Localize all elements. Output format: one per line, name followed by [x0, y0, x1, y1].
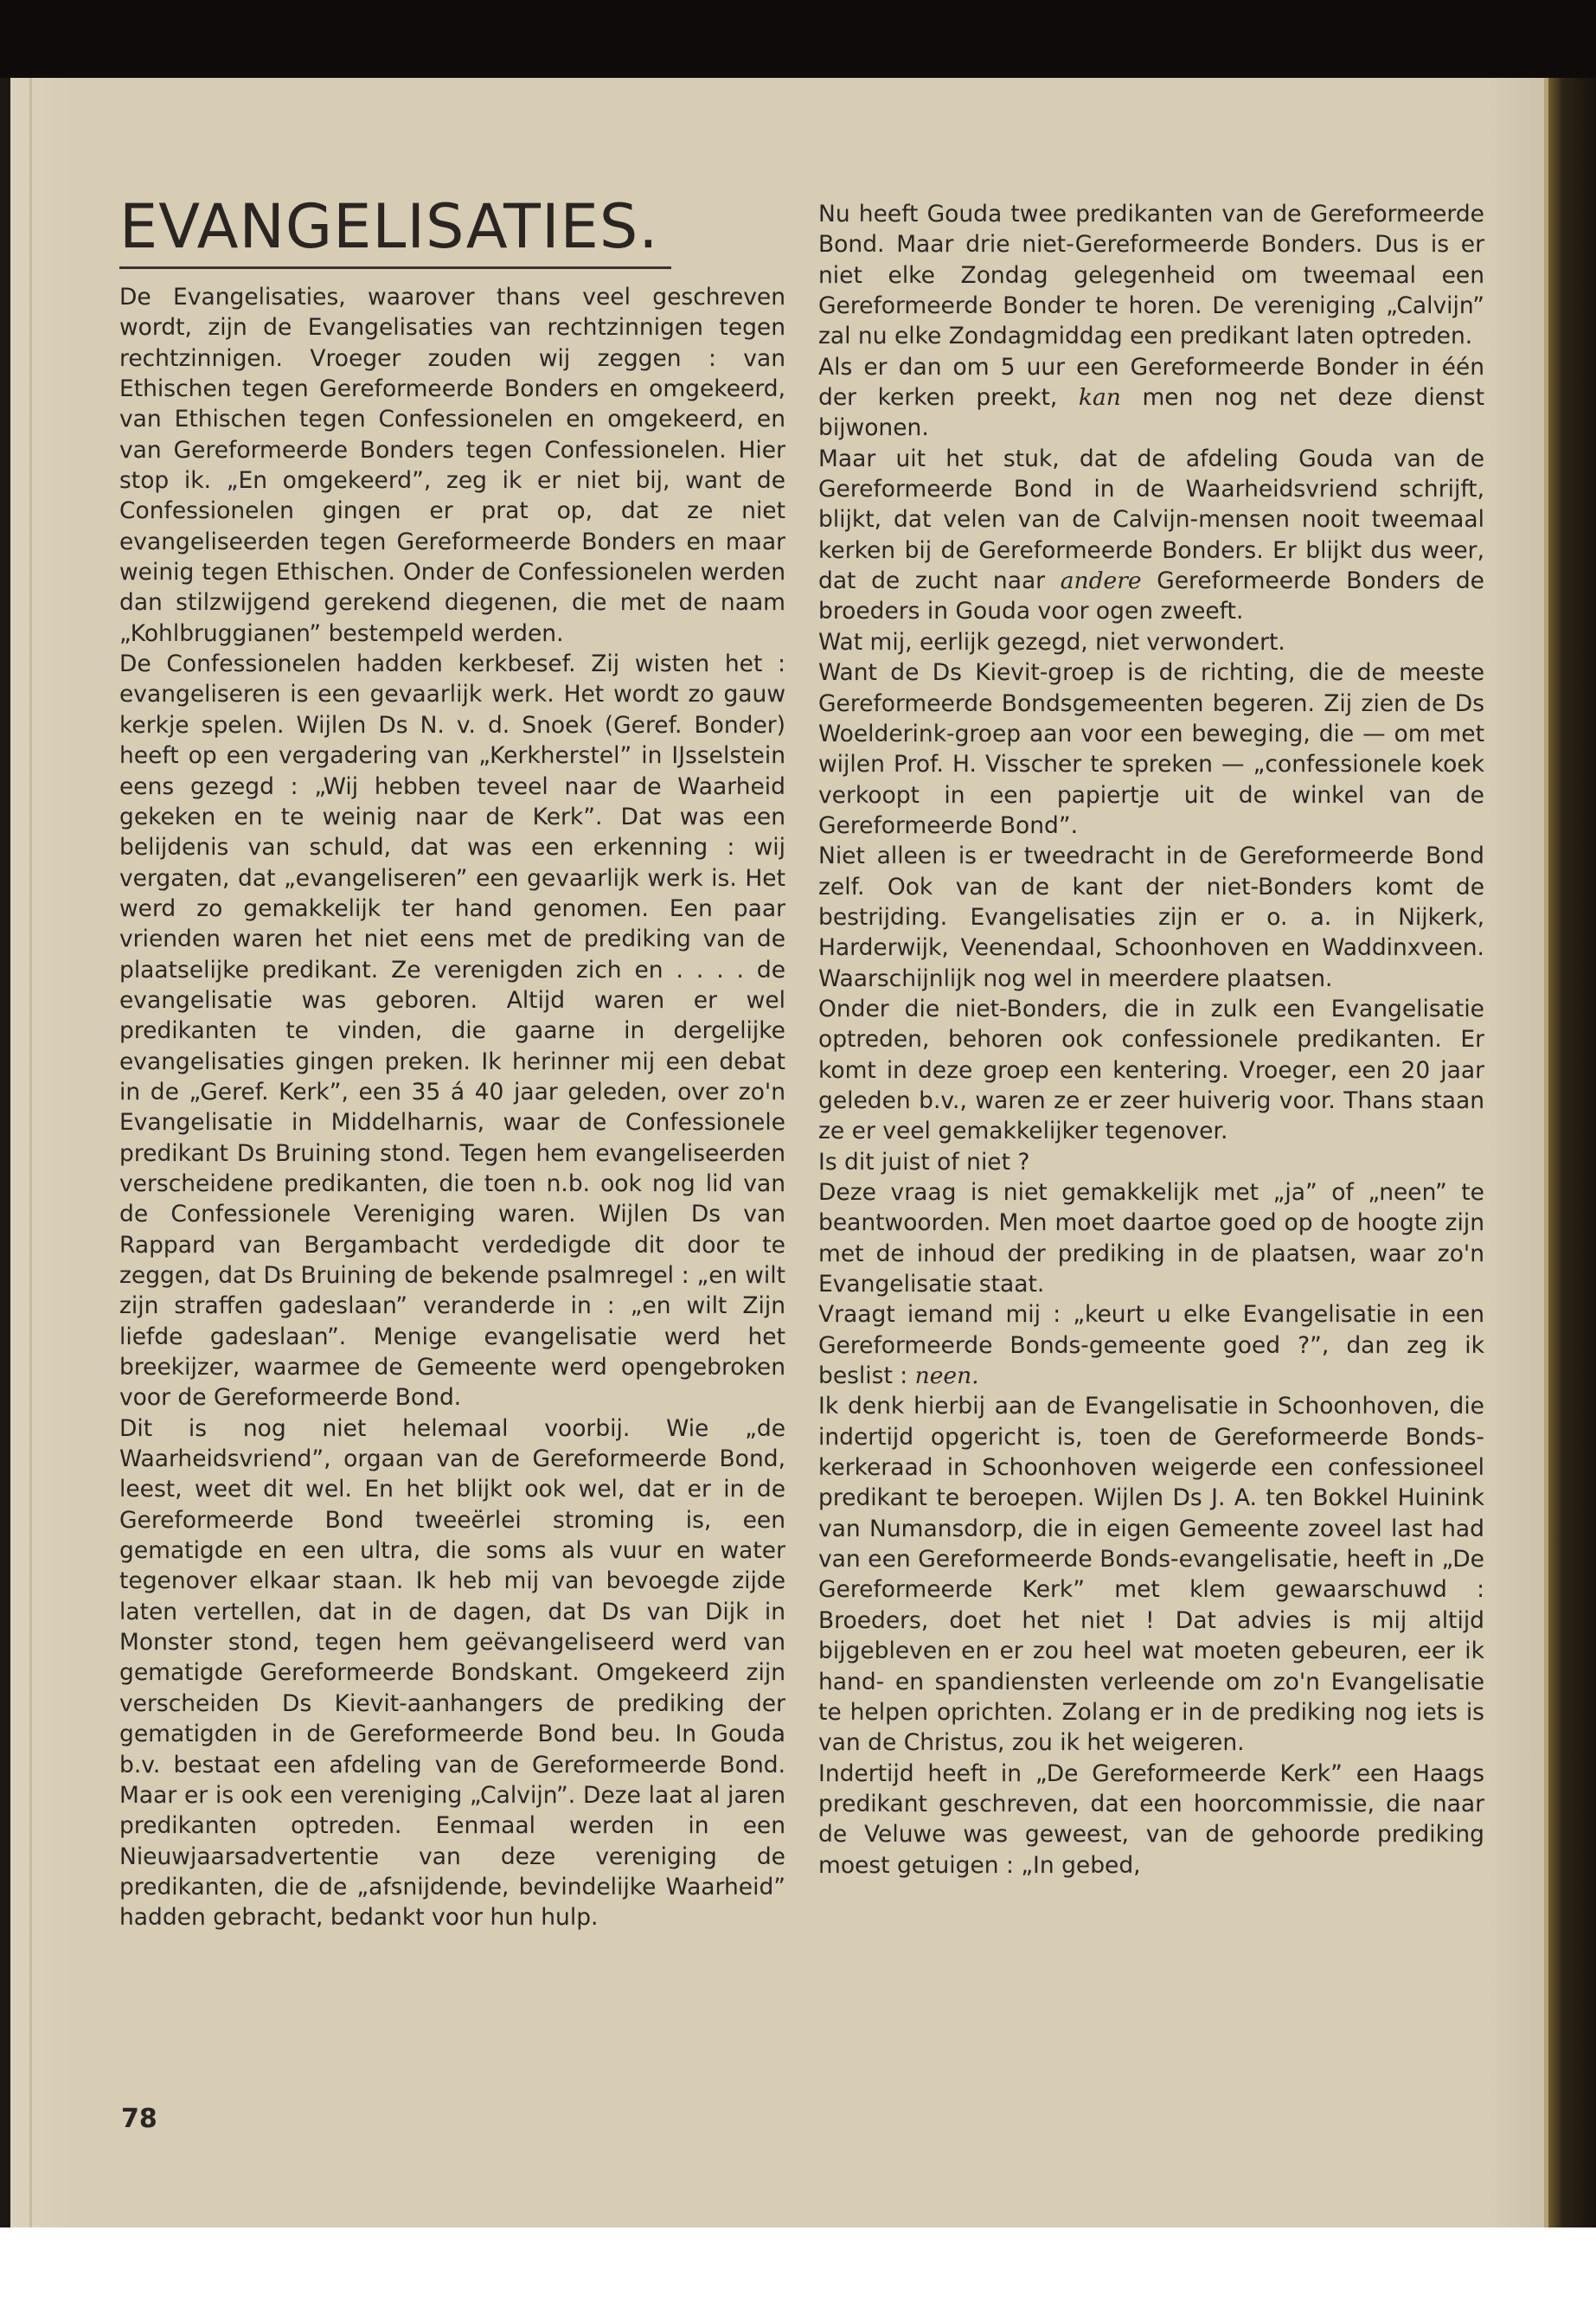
paragraph: De Confessionelen hadden kerkbesef. Zij wisten het : evangeliseren is een gevaarlijk werk. Het wordt zo gauw kerkje spelen. Wijlen Ds N. v. d. Snoek (Geref. Bonder) heeft op een vergadering van „Kerkherstel” in IJsselstein eens gezegd : „Wij hebben teveel naar de Waarheid gekeken en te weinig naar de Kerk”. Dat was een belijdenis van schuld, dat was een erkenning : wij vergaten, dat „evangeliseren” een gevaarlijk werk is. Het werd zo gemakkelijk ter hand genomen. Een paar vrienden waren het niet eens met de prediking van de plaatselijke predikant. Ze verenigden zich en . . . . de evangelisatie was geboren. Altijd waren er wel predikanten te vinden, die gaarne in dergelijke evangelisaties gingen preken. Ik herinner mij een debat in de „Geref. Kerk”, een 35 á 40 jaar geleden, over zo'n Evangelisatie in Middelharnis, waar de Confessionele predikant Ds Bruining stond. Tegen hem evangeliseerden verscheidene predikanten, die toen n.b. ook nog lid van de Confessionele Vereniging waren. Wijlen Ds van Rappard van Bergambacht verdedigde dit door te zeggen, dat Ds Bruining de bekende psalmregel : „en wilt zijn straffen gadeslaan” veranderde in : „en wilt Zijn liefde gadeslaan”. Menige evangelisatie werd het breekijzer, waarmee de Gemeente werd opengebroken voor de Gereformeerde Bond. — [119, 651, 785, 1412]
paragraph — [818, 444, 1484, 627]
emphasis: neen. — [914, 1362, 979, 1390]
page-number: 78 — [121, 2104, 157, 2134]
scan-frame-left — [0, 78, 10, 2227]
page-fold-shadow — [29, 78, 32, 2227]
text-run: Vraagt iemand mij : „keurt u elke Evangelisatie in een Gereformeerde Bonds-gemeente goed ?”, dan zeg ik beslist : — [818, 1301, 1484, 1390]
paragraph: Want de Ds Kievit-groep is de richting, die de meeste Gereformeerde Bondsgemeenten begeren. Zij zien de Ds Woelderink-groep aan voor een beweging, die — om met wijlen Prof. H. Visscher te spreken — „confessionele koek verkoopt in een papiertje uit de winkel van de Gereformeerde Bond”. — [818, 659, 1484, 839]
paragraph: Onder die niet-Bonders, die in zulk een Evangelisatie optreden, behoren ook confessionele predikanten. Er komt in deze groep een kentering. Vroeger, een 20 jaar geleden b.v., waren ze er zeer huiverig voor. Thans staan ze er veel gemakkelijker tegenover. — [818, 995, 1484, 1145]
text-run: Maar uit het stuk, dat de afdeling Gouda van de Gereformeerde Bond in de Waarheidsvriend schrijft, blijkt, dat velen van de Calvijn-mensen nooit tweemaal kerken bij de Gereformeerde Bonders. Er blijkt dus weer, dat de zucht naar — [818, 445, 1484, 595]
paragraph: Ik denk hierbij aan de Evangelisatie in Schoonhoven, die indertijd opgericht is, toen de Gereformeerde Bonds-kerkeraad in Schoonhoven weigerde een confessioneel predikant te beroepen. Wijlen Ds J. A. ten Bokkel Huinink van Numansdorp, die in eigen Gemeente zoveel last had van een Gereformeerde Bonds-evangelisatie, heeft in „De Gereformeerde Kerk” met klem gewaarschuwd : Broeders, doet het niet ! Dat advies is mij altijd bijgebleven en er zou heel wat moeten gebeuren, eer ik hand- en spandiensten verleende om zo'n Evangelisatie te helpen oprichten. Zolang er in de prediking nog iets is van de Christus, zou ik het weigeren. — [818, 1393, 1484, 1757]
emphasis: kan — [1078, 384, 1121, 412]
book-spine — [1548, 78, 1596, 2227]
paragraph: Niet alleen is er tweedracht in de Gereformeerde Bond zelf. Ook van de kant der niet-Bonders komt de bestrijding. Evangelisaties zijn er o. a. in Nijkerk, Harderwijk, Veenendaal, Schoonhoven en Waddinxveen. Waarschijnlijk nog wel in meerdere plaatsen. — [818, 843, 1484, 992]
paragraph: Dit is nog niet helemaal voorbij. Wie „de Waarheidsvriend”, orgaan van de Gereformeerde Bond, leest, weet dit wel. En het blijkt ook wel, dat er in de Gereformeerde Bond tweeërlei stroming is, een gematigde en een ultra, die soms als vuur en water tegenover elkaar staan. Ik heb mij van bevoegde zijde laten vertellen, dat in de dagen, dat Ds van Dijk in Monster stond, tegen hem geëvangeliseerd werd van gematigde Gereformeerde Bondskant. Omgekeerd zijn verscheiden Ds Kievit-aanhangers de prediking der gematigden in de Gereformeerde Bond beu. In Gouda b.v. bestaat een afdeling van de Gereformeerde Bond. Maar er is ook een vereniging „Calvijn”. Deze laat al jaren predikanten optreden. Eenmaal werden in een Nieuwjaarsadvertentie van deze vereniging de predikanten, die de „afsnijdende, bevindelijke Waarheid” hadden gebracht, bedankt voor hun hulp. — [119, 1414, 785, 1932]
paragraph: Deze vraag is niet gemakkelijk met „ja” of „neen” te beantwoorden. Men moet daartoe goed op de hoogte zijn met de inhoud der prediking in de plaatsen, waar zo'n Evangelisatie staat. — [818, 1179, 1484, 1298]
scan-frame-bottom — [0, 2227, 1596, 2301]
text-run: Gereformeerde Bonders de broeders in Gouda voor ogen zweeft. — [818, 567, 1484, 625]
paragraph: Is dit juist of niet ? — [818, 1148, 1030, 1176]
paragraph — [818, 1299, 1484, 1391]
paragraph: Nu heeft Gouda twee predikanten van de Gereformeerde Bond. Maar drie niet-Gereformeerde Bonders. Dus is er niet elke Zondag gelegenheid om tweemaal een Gereformeerde Bonder te horen. De vereniging „Calvijn” zal nu elke Zondagmiddag een predikant laten optreden. — [818, 201, 1484, 350]
emphasis: andere — [1060, 567, 1142, 595]
title-underline — [119, 266, 671, 269]
paragraph — [818, 352, 1484, 444]
left-column — [119, 282, 785, 1933]
scan-frame-top — [0, 0, 1596, 78]
text-run: men nog net deze dienst bijwonen. — [818, 384, 1485, 442]
paragraph: Indertijd heeft in „De Gereformeerde Kerk” een Haags predikant geschreven, dat een hoorcommissie, die naar de Veluwe was geweest, van de gehoorde prediking moest getuigen : „In gebed, — [818, 1759, 1484, 1879]
page-title: EVANGELISATIES. — [119, 191, 659, 262]
right-column — [818, 199, 1484, 1881]
text-run: Als er dan om 5 uur een Gereformeerde Bonder in één der kerken preekt, — [818, 353, 1484, 412]
paragraph: De Evangelisaties, waarover thans veel geschreven wordt, zijn de Evangelisaties van rechtzinnigen tegen rechtzinnigen. Vroeger zouden wij zeggen : van Ethischen tegen Gereformeerde Bonders en omgekeerd, van Ethischen tegen Confessionelen en omgekeerd, en van Gereformeerde Bonders tegen Confessionelen. Hier stop ik. „En omgekeerd”, zeg ik er niet bij, want de Confessionelen gingen er prat op, dat ze niet evangeliseerden tegen Gereformeerde Bonders en maar weinig tegen Ethischen. Onder de Confessionelen werden dan stilzwijgend gerekend diegenen, die met de naam „Kohlbruggianen” bestempeld werden. — [119, 284, 785, 647]
paragraph: Wat mij, eerlijk gezegd, niet verwondert. — [818, 628, 1285, 656]
